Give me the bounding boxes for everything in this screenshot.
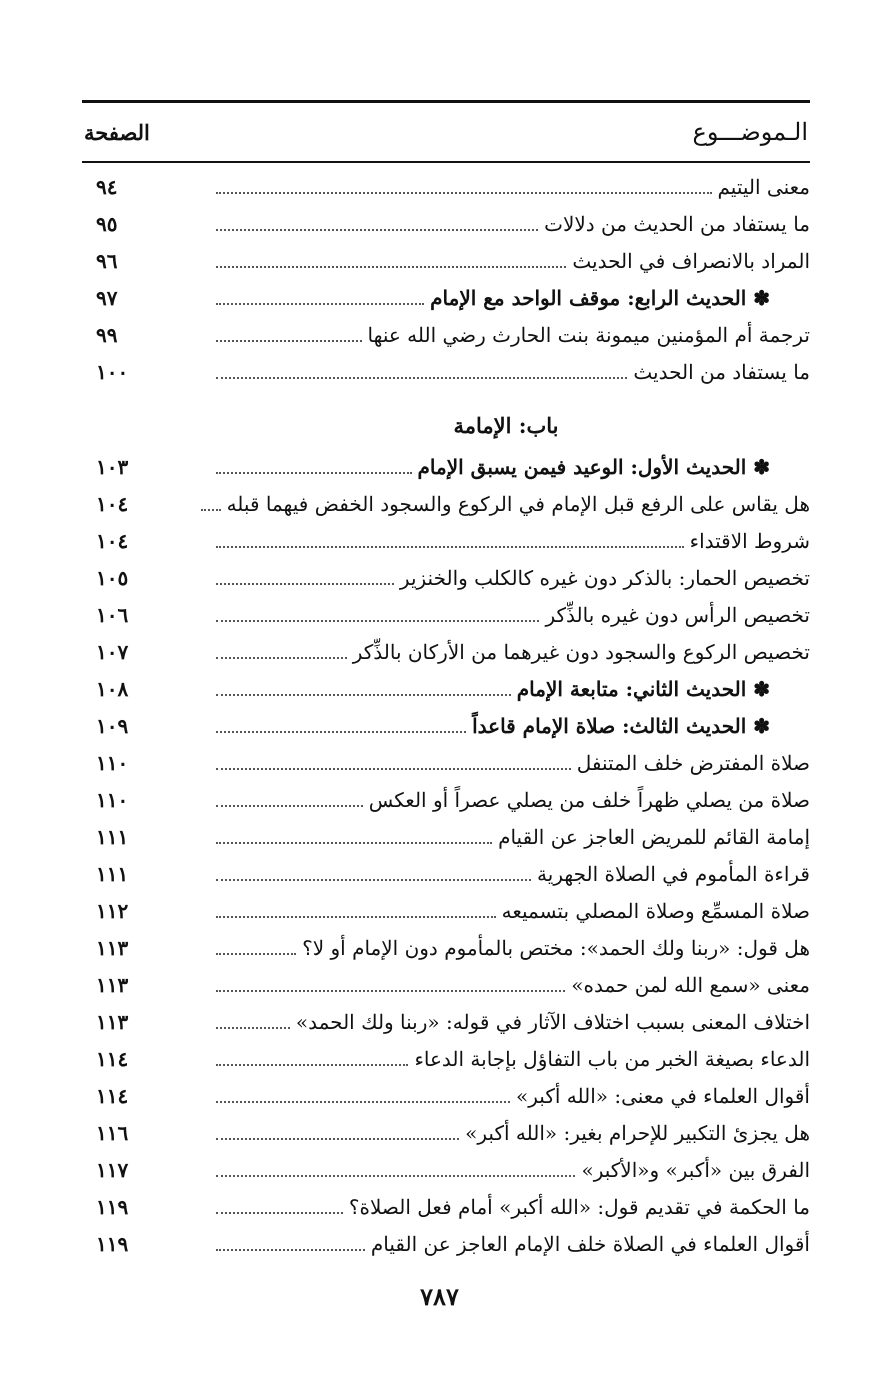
dot-leader — [216, 657, 347, 659]
entry-page-number: ١١٤ — [96, 1084, 129, 1108]
entry-title: صلاة المفترض خلف المتنفل — [576, 751, 810, 775]
dot-leader — [216, 768, 571, 770]
entry-page-number: ١٠٤ — [96, 492, 129, 516]
entry-page-number: ١١٣ — [96, 1010, 129, 1034]
entry-page-number: ١٠٧ — [96, 640, 129, 664]
dot-leader — [216, 192, 712, 194]
toc-entry — [82, 169, 810, 206]
entry-page-number: ١٠٨ — [96, 677, 129, 701]
header-rule — [82, 161, 810, 163]
toc-entry — [82, 1189, 810, 1226]
entry-title: ما يستفاد من الحديث — [633, 360, 810, 384]
dot-leader — [216, 303, 424, 305]
entry-page-number: ١٠٤ — [96, 529, 129, 553]
entry-page-number: ٩٧ — [96, 286, 118, 310]
toc-entry — [82, 354, 810, 391]
entry-page-number: ١٠٣ — [96, 455, 129, 479]
entry-page-number: ١١٧ — [96, 1158, 129, 1182]
toc-entry — [82, 1115, 810, 1152]
dot-leader — [216, 266, 566, 268]
entry-page-number: ١١٣ — [96, 936, 129, 960]
toc-entries-bottom — [82, 449, 810, 1263]
entry-title: هل يجزئ التكبير للإحرام بغير: «الله أكبر» — [465, 1121, 810, 1145]
entry-title: ✽ الحديث الرابع: موقف الواحد مع الإمام — [430, 286, 770, 310]
dot-leader — [216, 229, 538, 231]
dot-leader — [216, 340, 362, 342]
entry-title: ما يستفاد من الحديث من دلالات — [544, 212, 810, 236]
page-column-header: الصفحة — [84, 119, 150, 145]
toc-entry — [82, 967, 810, 1004]
dot-leader — [216, 377, 627, 379]
entry-page-number: ١٠٠ — [96, 360, 129, 384]
entry-title: صلاة من يصلي ظهراً خلف من يصلي عصراً أو العكس — [368, 788, 810, 812]
dot-leader — [216, 1175, 575, 1177]
toc-entry — [82, 782, 810, 819]
dot-leader — [216, 1101, 510, 1103]
toc-entry — [82, 597, 810, 634]
entry-page-number: ١٠٥ — [96, 566, 129, 590]
entry-title: صلاة المسمِّع وصلاة المصلي بتسميعه — [501, 899, 810, 923]
entry-page-number: ٩٦ — [96, 249, 118, 273]
dot-leader — [216, 546, 684, 548]
page-number: ٧٨٧ — [420, 1282, 459, 1311]
toc-entry — [82, 893, 810, 930]
table-of-contents — [82, 100, 810, 1263]
entry-title: إمامة القائم للمريض العاجز عن القيام — [498, 825, 810, 849]
toc-entry — [82, 745, 810, 782]
toc-entry — [82, 930, 810, 967]
topic-column-header: الـموضـــوع — [692, 118, 808, 146]
dot-leader — [216, 879, 531, 881]
entry-title: أقوال العلماء في الصلاة خلف الإمام العاجز عن القيام — [370, 1232, 810, 1256]
entry-page-number: ١١٠ — [96, 751, 129, 775]
entry-title: تخصيص الرأس دون غيره بالذِّكر — [545, 603, 810, 627]
dot-leader — [216, 620, 539, 622]
entry-title: هل يقاس على الرفع قبل الإمام في الركوع والسجود الخفض فيهما قبله — [226, 492, 810, 516]
toc-entry — [82, 634, 810, 671]
section-heading: باب: الإمامة — [453, 413, 559, 438]
toc-entry — [82, 280, 810, 317]
toc-entry — [82, 819, 810, 856]
entry-title: ما الحكمة في تقديم قول: «الله أكبر» أمام فعل الصلاة؟ — [348, 1195, 810, 1219]
dot-leader — [216, 990, 565, 992]
entry-page-number: ١١٠ — [96, 788, 129, 812]
dot-leader — [216, 694, 511, 696]
entry-title: الفرق بين «أكبر» و«الأكبر» — [581, 1158, 810, 1182]
entry-title: الدعاء بصيغة الخبر من باب التفاؤل بإجابة الدعاء — [414, 1047, 810, 1071]
toc-entry — [82, 243, 810, 280]
entry-page-number: ١١٦ — [96, 1121, 129, 1145]
dot-leader — [216, 1138, 459, 1140]
entry-title: المراد بالانصراف في الحديث — [572, 249, 810, 273]
entry-title: ترجمة أم المؤمنين ميمونة بنت الحارث رضي الله عنها — [367, 323, 810, 347]
toc-entry — [82, 1226, 810, 1263]
entry-title: اختلاف المعنى بسبب اختلاف الآثار في قوله: «ربنا ولك الحمد» — [295, 1010, 810, 1034]
dot-leader — [216, 731, 466, 733]
toc-entry — [82, 708, 810, 745]
entry-title: شروط الاقتداء — [689, 529, 810, 553]
entry-title: ✽ الحديث الأول: الوعيد فيمن يسبق الإمام — [417, 455, 770, 479]
entry-title: قراءة المأموم في الصلاة الجهرية — [537, 862, 810, 886]
entry-title: تخصيص الركوع والسجود دون غيرهما من الأركان بالذِّكر — [352, 640, 810, 664]
dot-leader — [201, 509, 221, 511]
entry-page-number: ١١٩ — [96, 1232, 129, 1256]
entry-title: هل قول: «ربنا ولك الحمد»: مختص بالمأموم دون الإمام أو لا؟ — [302, 936, 810, 960]
entry-page-number: ٩٩ — [96, 323, 118, 347]
dot-leader — [216, 842, 492, 844]
dot-leader — [216, 1212, 343, 1214]
toc-entry — [82, 560, 810, 597]
dot-leader — [216, 583, 394, 585]
entry-page-number: ١١٤ — [96, 1047, 129, 1071]
entry-page-number: ١١٣ — [96, 973, 129, 997]
entry-page-number: ١١١ — [96, 825, 129, 849]
toc-entry — [82, 449, 810, 486]
toc-entry — [82, 856, 810, 893]
toc-entry — [82, 1041, 810, 1078]
toc-header — [82, 103, 810, 161]
toc-entry — [82, 317, 810, 354]
dot-leader — [216, 805, 363, 807]
dot-leader — [216, 472, 412, 474]
entry-title: ✽ الحديث الثاني: متابعة الإمام — [516, 677, 770, 701]
entry-page-number: ١١٢ — [96, 899, 129, 923]
dot-leader — [216, 1249, 365, 1251]
entry-title: معنى «سمع الله لمن حمده» — [571, 973, 810, 997]
toc-entry — [82, 1078, 810, 1115]
toc-entry — [82, 206, 810, 243]
toc-entry — [82, 523, 810, 560]
entry-title: معنى اليتيم — [717, 175, 810, 199]
toc-entry — [82, 671, 810, 708]
entry-page-number: ١٠٩ — [96, 714, 129, 738]
toc-entry — [82, 1152, 810, 1189]
entry-title: أقوال العلماء في معنى: «الله أكبر» — [516, 1084, 810, 1108]
entry-page-number: ١١١ — [96, 862, 129, 886]
entry-page-number: ١٠٦ — [96, 603, 129, 627]
dot-leader — [216, 916, 496, 918]
dot-leader — [216, 953, 296, 955]
dot-leader — [216, 1064, 408, 1066]
entry-page-number: ٩٤ — [96, 175, 118, 199]
toc-entry — [82, 486, 810, 523]
toc-entry — [82, 1004, 810, 1041]
entry-page-number: ٩٥ — [96, 212, 118, 236]
entry-title: تخصيص الحمار: بالذكر دون غيره كالكلب والخنزير — [399, 566, 810, 590]
entry-page-number: ١١٩ — [96, 1195, 129, 1219]
entry-title: ✽ الحديث الثالث: صلاة الإمام قاعداً — [472, 714, 770, 738]
dot-leader — [216, 1027, 290, 1029]
toc-entries-top — [82, 169, 810, 391]
